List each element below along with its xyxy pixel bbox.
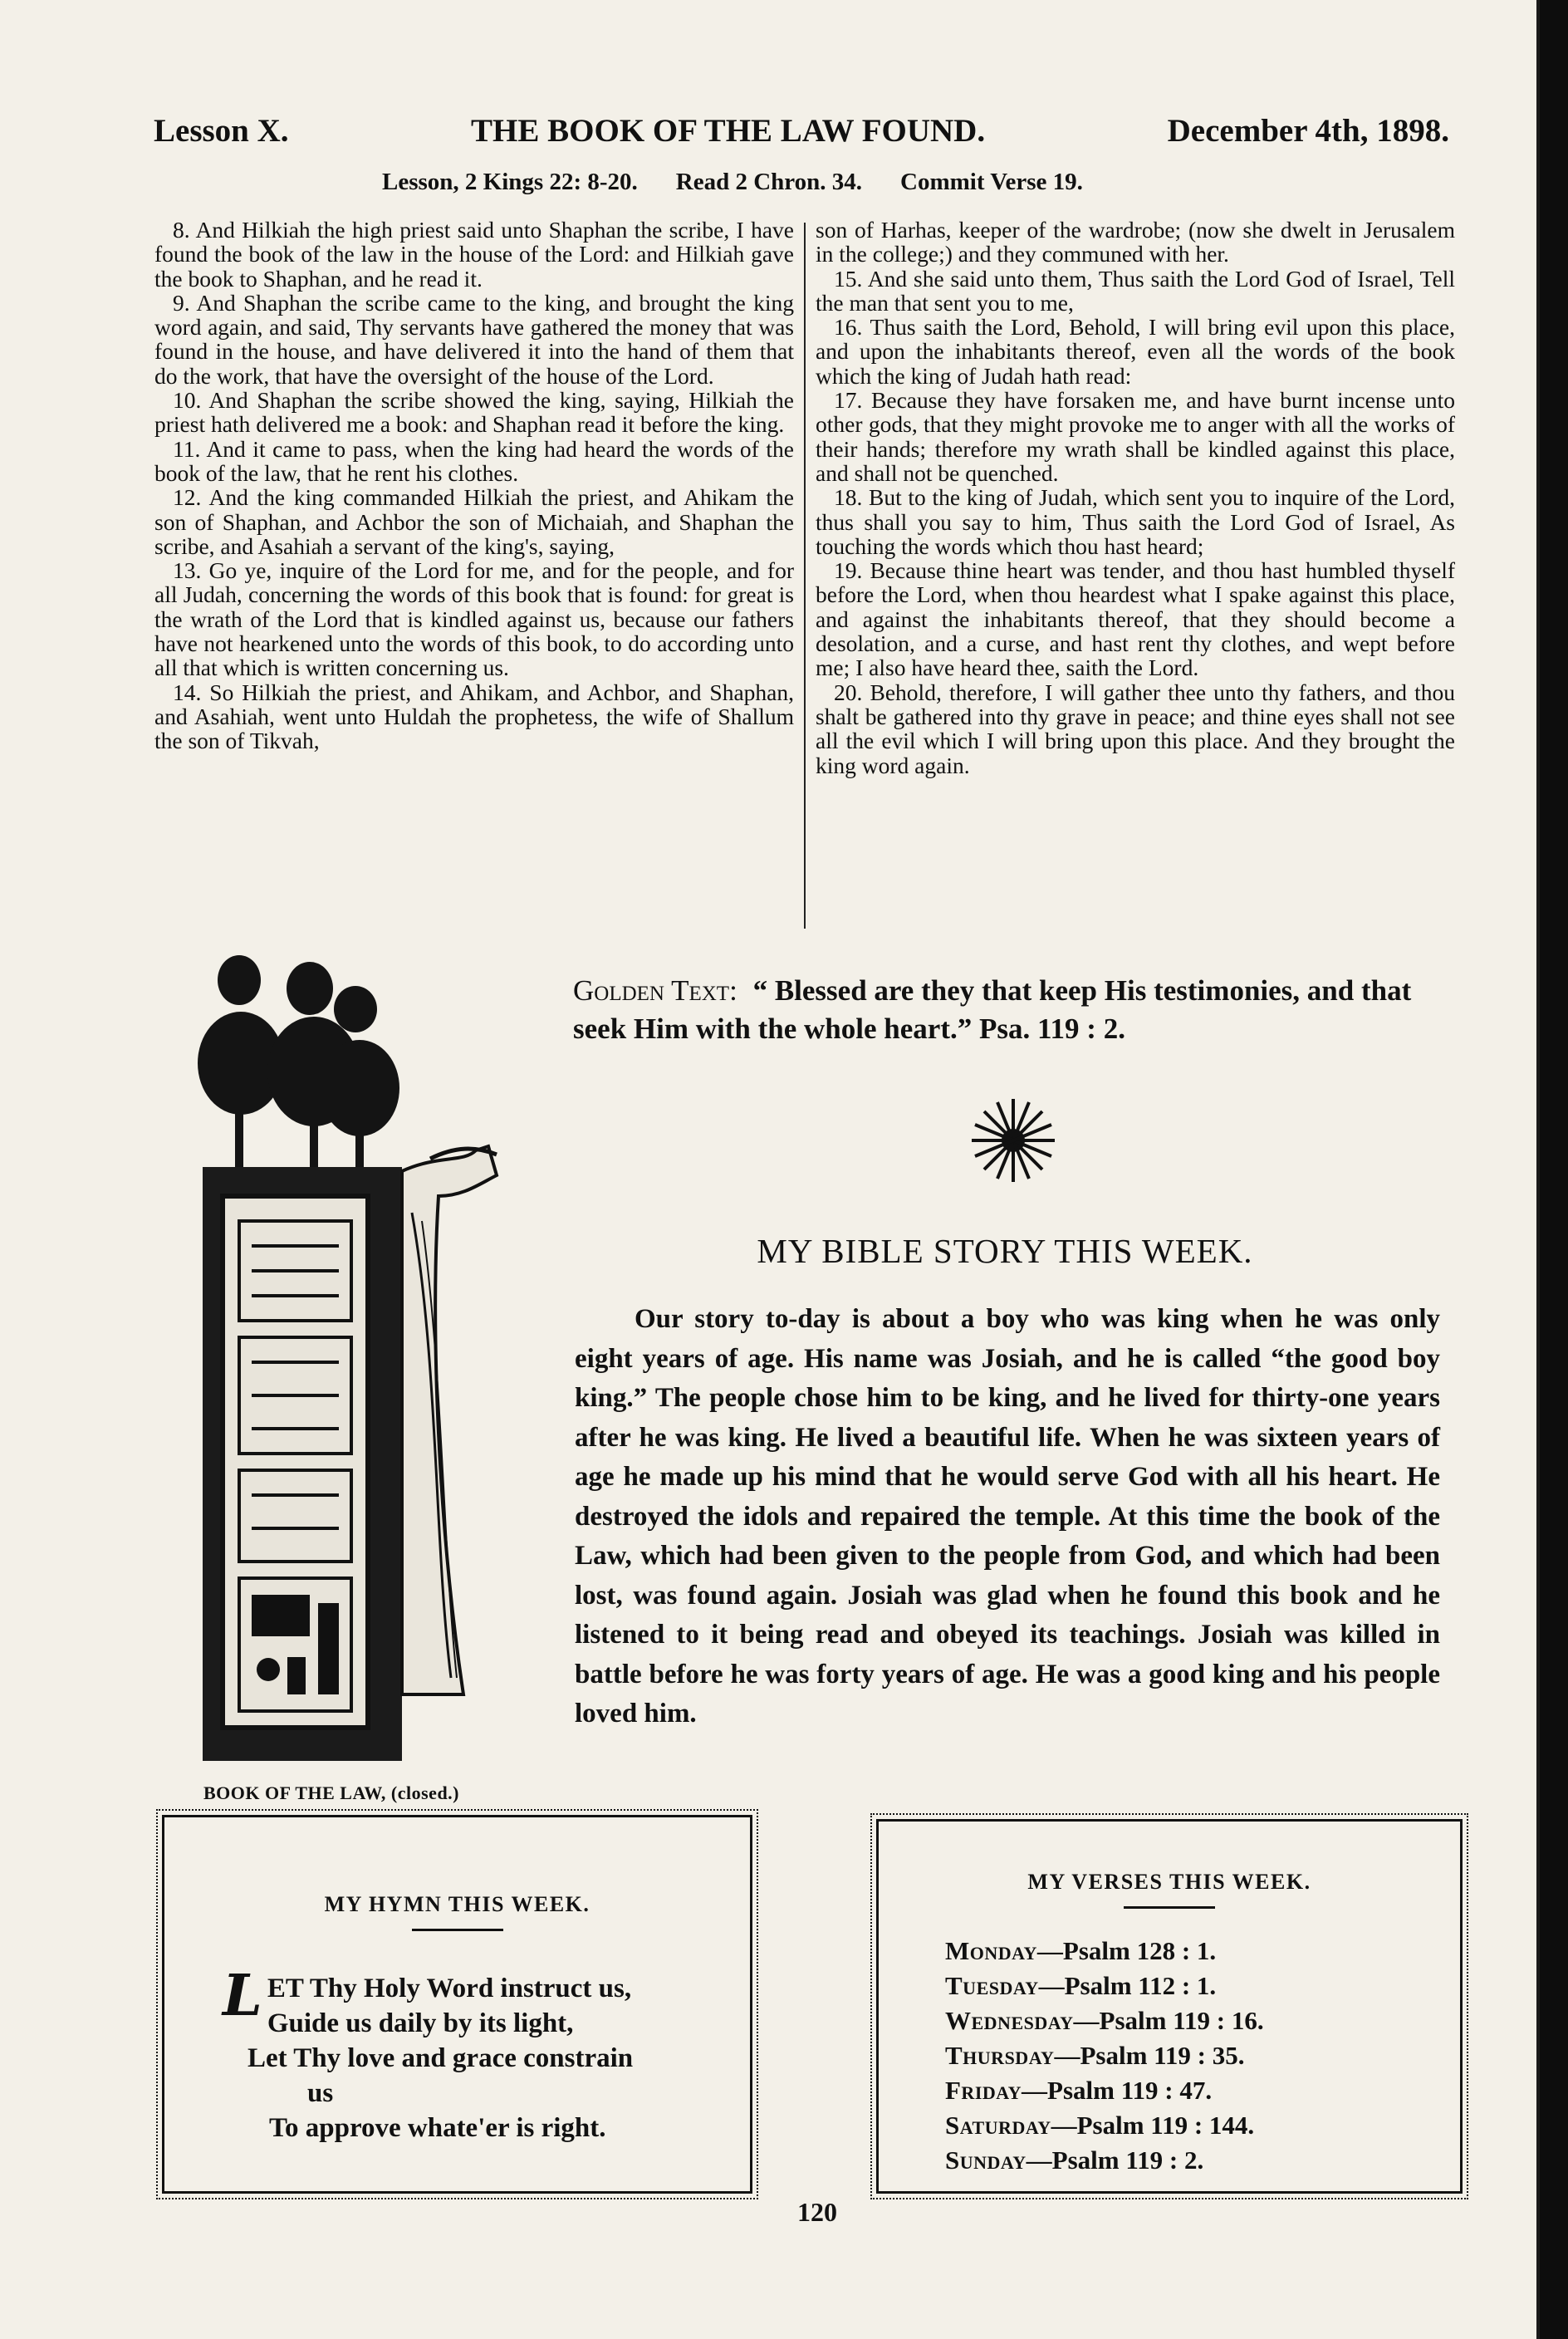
hymn-line: us [307,2078,334,2108]
hymn-line: To approve whate'er is right. [269,2113,606,2143]
scripture-verse: 19. Because thine heart was tender, and thou hast humbled thyself before the Lord, when thou heardest what I spake against this place, and against the inhabitants thereof, that they should become a desolation, and a curse, and hast rent thy clothes, and wept before me; I also have heard thee, saith the Lord. [816,557,1455,681]
scripture-verse: 9. And Shaphan the scribe came to the king, and brought the king word again, and said, Thy servants have gathered the money that was found in the house, and have delivered it into the hand of them that do the work, that have the oversight of the house of the Lord. [154,289,794,389]
golden-text [573,972,1445,1048]
scripture-column-left [154,218,794,753]
page-title: THE BOOK OF THE LAW FOUND. [471,113,986,149]
scripture-verse: 20. Behold, therefore, I will gather thee unto thy fathers, and thou shalt be gathered into thy grave in peace; and thine eyes shall not see all the evil which I will bring upon this place. And they brought the king word again. [816,679,1455,778]
verse-item [945,2143,1460,2178]
hymn-title: MY HYMN THIS WEEK. [324,1892,590,1916]
story-paragraph: Our story to-day is about a boy who was king when he was only eight years of age. His name was Josiah, and he is called “the good boy king.” The people chose him to be king, and he lived for thirty-one years after he was king. He lived a beautiful life. When he was sixteen years of age he made up his mind that he would serve God with all his heart. He destroyed the idols and repaired the temple. At this time the book of the Law, which had been given to the people from God, and which had been lost, was found again. Josiah was glad when he found this book and he listened to it being read and obeyed its teachings. Josiah was killed in battle before he was forty years of age. He was a good king and his people loved him. [575,1304,1440,1729]
verse-day: Saturday [945,2111,1051,2140]
verses-list [945,1934,1460,2178]
lesson-number: Lesson X. [154,113,289,149]
hymn-line: ET Thy Holy Word instruct us, [267,1974,632,2003]
scripture-verse: 16. Thus saith the Lord, Behold, I will bring evil upon this place, and upon the inhabitants thereof, even all the words of the book which the king of Judah hath read: [816,314,1455,389]
golden-text-label: Golden Text: [573,974,737,1007]
verse-ref: —Psalm 119 : 35. [1054,2041,1245,2070]
verse-item [945,2003,1460,2038]
scan-edge [1540,0,1568,2339]
torah-scroll-icon [189,947,555,1778]
hymn-line: Let Thy love and grace constrain [247,2043,634,2073]
scripture-verse: 13. Go ye, inquire of the Lord for me, and for the people, and for all Judah, concerning the words of this book that is found: for great is the wrath of the Lord that is kindled against us, because our fathers have not hearkened unto the words of this book, to do according unto all that which is written concerning us. [154,557,794,681]
scripture-verse: 11. And it came to pass, when the king had heard the words of the book of the law, that he rent his clothes. [154,435,794,486]
verse-day: Wednesday [945,2006,1074,2035]
verses-title: MY VERSES THIS WEEK. [1027,1870,1311,1894]
verse-ref: —Psalm 128 : 1. [1036,1936,1217,1965]
verse-day: Monday [945,1936,1037,1965]
scripture-verse: 14. So Hilkiah the priest, and Ahikam, and Achbor, and Shaphan, and Asahiah, went unto Huldah the prophetess, the wife of Shallum the son of Tikvah, [154,679,794,754]
hymn-line: Guide us daily by its light, [267,2008,574,2038]
lesson-ref: Lesson, 2 Kings 22: 8-20. [382,169,638,195]
verse-ref: —Psalm 112 : 1. [1038,1971,1217,2000]
hymn-box [162,1815,752,2194]
lesson-date: December 4th, 1898. [1167,113,1449,149]
verse-day: Friday [945,2076,1022,2105]
scripture-column-right [816,218,1455,777]
verse-ref: —Psalm 119 : 2. [1026,2145,1204,2175]
verse-item [945,2073,1460,2108]
verses-title-rule [1124,1906,1215,1909]
verse-item [945,2108,1460,2143]
verses-box [876,1819,1463,2194]
column-divider [804,223,806,929]
running-head [154,112,1449,150]
hymn-text [223,1963,750,2145]
scripture-verse: son of Harhas, keeper of the wardrobe; (now she dwelt in Jerusalem in the college;) and they communed with her. [816,217,1455,267]
verse-day: Sunday [945,2145,1027,2175]
read-ref: Read 2 Chron. 34. [675,169,863,195]
scripture-verse: 10. And Shaphan the scribe showed the king, saying, Hilkiah the priest hath delivered me a book: and Shaphan read it before the king. [154,387,794,438]
hymn-dropcap: L [223,1963,262,2029]
illustration-caption: BOOK OF THE LAW, (closed.) [203,1782,460,1803]
scripture-verse: 18. But to the king of Judah, which sent you to inquire of the Lord, thus shall you say to him, Thus saith the Lord God of Israel, As touching the words which thou hast heard; [816,484,1455,559]
verse-ref: —Psalm 119 : 144. [1051,2111,1255,2140]
golden-text-quote: “ Blessed are they that keep His testimonies, and that seek Him with the whole heart.” Psa. 119 : 2. [573,974,1412,1045]
verse-ref: —Psalm 119 : 16. [1073,2006,1264,2035]
scripture-verse: 12. And the king commanded Hilkiah the priest, and Ahikam the son of Shaphan, and Achbor the son of Michaiah, and Shaphan the scribe, and Asahiah a servant of the king's, saying, [154,484,794,559]
verse-item [945,1969,1460,2003]
verse-item [945,2038,1460,2073]
verse-day: Thursday [945,2041,1055,2070]
commit-verse: Commit Verse 19. [900,169,1083,195]
scripture-verse: 8. And Hilkiah the high priest said unto Shaphan the scribe, I have found the book of the law in the house of the Lord: and Hilkiah gave the book to Shaphan, and he read it. [154,217,794,292]
scripture-verse: 15. And she said unto them, Thus saith the Lord God of Israel, Tell the man that sent you to me, [816,265,1455,316]
hymn-title-rule [412,1929,503,1931]
verse-item [945,1934,1460,1969]
scripture-verse: 17. Because they have forsaken me, and have burnt incense unto other gods, that they might provoke me to anger with all the works of their hands; therefore my wrath shall be kindled against this place, and shall not be quenched. [816,387,1455,486]
page-number: 120 [797,2197,837,2227]
story-title: MY BIBLE STORY THIS WEEK. [757,1232,1253,1270]
verse-ref: —Psalm 119 : 47. [1022,2076,1213,2105]
story-body [575,1300,1440,1734]
lesson-references [382,169,1296,196]
verse-day: Tuesday [945,1971,1039,2000]
sunburst-icon [968,1095,1059,1186]
